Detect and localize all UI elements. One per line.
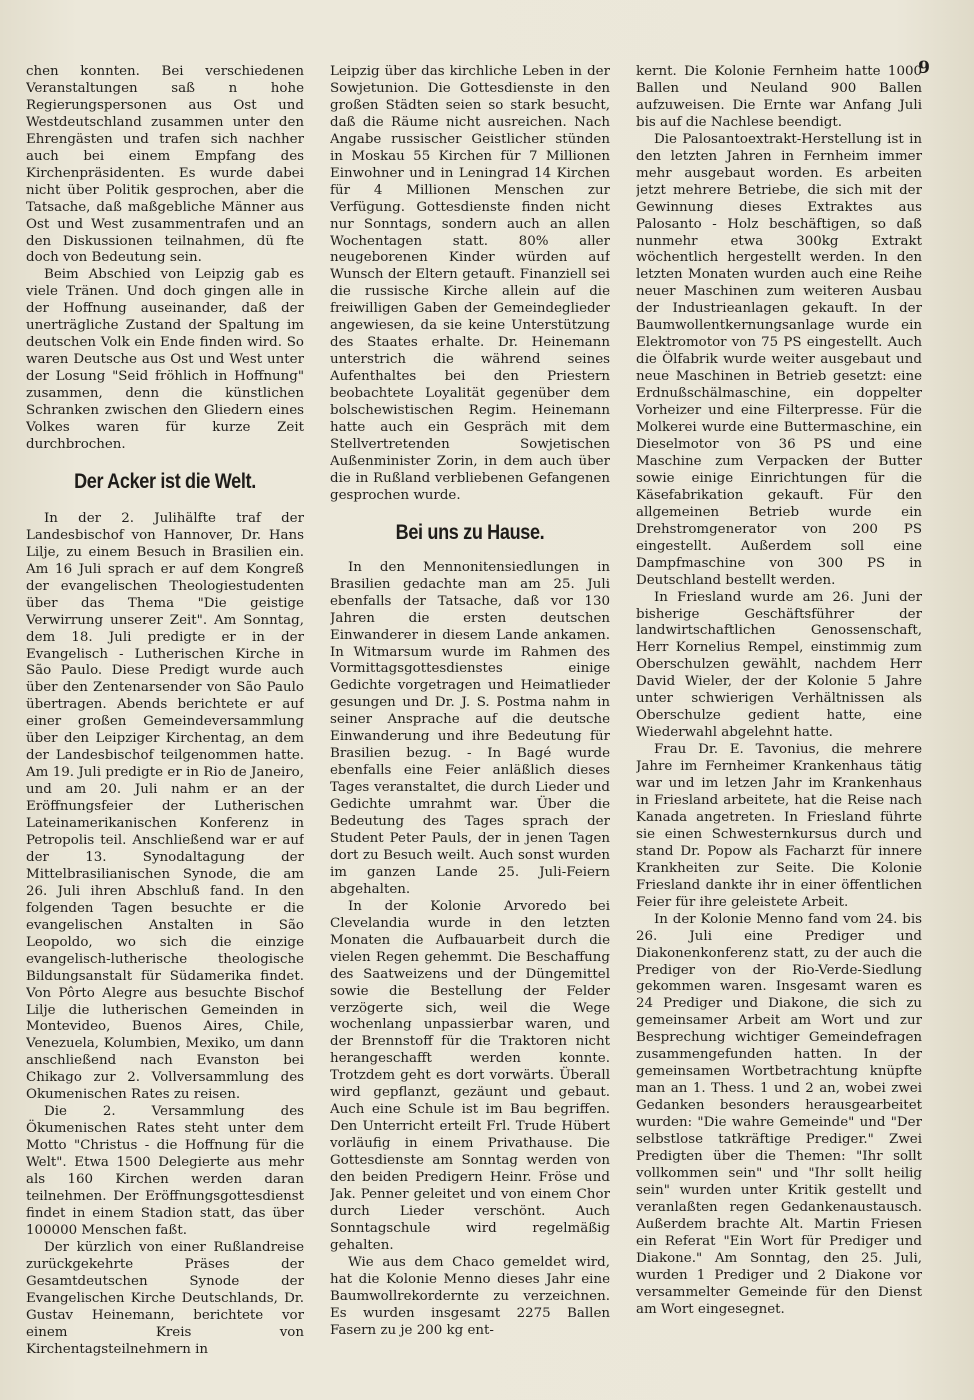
column-3-paragraph: In Friesland wurde am 26. Juni der bisherige Geschäftsführer der landwirtschaftlichen Genossenschaft, Herr Kornelius Rempel, einstimmig zum Oberschulzen gewählt, nachdem Herr David Wieler, der der Kolonie 5 Jahre unter schwierigen Verhältnissen als Oberschulze gedient hatte, eine Wiederwahl abgelehnt hatte. [636,589,922,741]
column-3-paragraph: Die Palosantoextrakt-Herstellung ist in den letzten Jahren in Fernheim immer mehr ausgebaut worden. Es arbeiten jetzt mehrere Betriebe, die sich mit der Gewinnung dieses Extraktes aus Palosanto - Holz beschäftigen, so daß nunmehr etwa 300kg Extrakt wöchentlich hergestellt werden. In den letzten Monaten wurden auch eine Reihe neuer Maschinen zum weiteren Ausbau der Industrieanlagen gekauft. In der Baumwollentkernungsanlage wurde ein Elektromotor von 75 PS eingestellt. Auch die Ölfabrik wurde weiter ausgebaut und neue Maschinen in Betrieb gesetzt: eine Erdnußschälmaschine, ein doppelter Vorheizer und eine Filterpresse. Für die Molkerei wurde eine Buttermaschine, ein Dieselmotor von 36 PS und eine Maschine zum Verpacken der Butter sowie einige Einrichtungen für die Käsefabrikation gekauft. Für den allgemeinen Betrieb wurde ein Drehstromgenerator von 200 PS eingestellt. Außerdem soll eine Dampfmaschine von 300 PS in Deutschland bestellt werden. [636,131,922,588]
column-2-paragraph: In der Kolonie Arvoredo bei Clevelandia wurde in den letzten Monaten die Aufbauarbeit durch die vielen Regen gehemmt. Die Beschaffung des Saatweizens und der Düngemittel sowie die Bestellung der Felder verzögerte sich, weil die Wege wochenlang unpassierbar waren, und der Brennstoff für die Traktoren nicht herangeschafft werden konnte. Trotzdem geht es dort vorwärts. Überall wird gepflanzt, gezäunt und gebaut. Auch eine Schule ist im Bau begriffen. Den Unterricht erteilt Frl. Trude Hübert vorläufig in einem Privathause. Die Gottesdienste am Sonntag werden von den beiden Predigern Heinr. Fröse und Jak. Penner geleitet und von einem Chor durch Lieder verschönt. Auch Sonntagschule wird regelmäßig gehalten. [330,898,610,1253]
article-heading-zu-hause: Bei uns zu Hause. [395,520,545,544]
article-heading-acker: Der Acker ist die Welt. [74,469,256,493]
column-2-paragraph: In den Mennonitensiedlungen in Brasilien gedachte man am 25. Juli ebenfalls der Tatsache, daß vor 130 Jahren die ersten deutschen Einwanderer in diesem Lande ankamen. In Witmarsum wurde im Rahmen des Vormittagsgottesdienstes einige Gedichte vorgetragen und Heimatlieder gesungen und Dr. J. S. Postma nahm in seiner Ansprache auf die deutsche Einwanderung und ihre Bedeutung für Brasilien bezug. - In Bagé wurde ebenfalls eine Feier anläßlich dieses Tages veranstaltet, die durch Lieder und Gedichte umrahmt war. Über die Bedeutung des Tages sprach der Student Peter Pauls, der in jenen Tagen dort zu Besuch weilt. Auch sonst wurden im ganzen Lande 25. Juli-Feiern abgehalten. [330,559,610,897]
column-3-paragraph: Frau Dr. E. Tavonius, die mehrere Jahre im Fernheimer Krankenhaus tätig war und im letzen Jahr im Krankenhaus in Friesland arbeitete, hat die Reise nach Kanada angetreten. In Friesland führte sie einen Schwesternkursus durch und stand Dr. Popow als Facharzt für innere Krankheiten zur Seite. Die Kolonie Friesland dankte ihr in einer öffentlichen Feier für ihre geleistete Arbeit. [636,742,922,910]
column-1-paragraph: In der 2. Julihälfte traf der Landesbischof von Hannover, Dr. Hans Lilje, zu einem Besuch in Brasilien ein. Am 16 Juli sprach er auf dem Kongreß der evangelischen Theologiestudenten über das Thema "Die geistige Verwirrung unserer Zeit". Am Sonntag, dem 18. Juli predigte er in der Evangelisch - Lutherischen Kirche in São Paulo. Diese Predigt wurde auch über den Zentenarsender von São Paulo übertragen. Abends berichtete er auf einer großen Gemeindeversammlung über den Leipziger Kirchentag, an dem der Landesbischof teilgenommen hatte. Am 19. Juli predigte er in Rio de Janeiro, und am 20. Juli nahm er an der Eröffnungsfeier der Lutherischen Lateinamerikanischen Konferenz in Petropolis teil. Anschließend war er auf der 13. Synodaltagung der Mittelbrasilianischen Synode, die am 26. Juli ihren Abschluß fand. In den folgenden Tagen besuchte er die evangelischen Anstalten in São Leopoldo, wo sich die einzige evangelisch-lutherische theologische Bildungsanstalt für Südamerika findet. Von Pôrto Alegre aus besuchte Bischof Lilje die lutherischen Gemeinden in Montevideo, Buenos Aires, Chile, Venezuela, Kolumbien, Mexiko, um dann anschließend nach Evanston bei Chikago zur 2. Vollversammlung des Okumenischen Rates zu reisen. [26,510,304,1103]
column-1-paragraph: chen konnten. Bei verschiedenen Veranstaltungen saß n hohe Regierungspersonen aus Ost und Westdeutschland zusammen unter den Ehrengästen und trafen sich nachher auch bei einem Empfang des Kirchenpräsidenten. Es wurde dabei nicht über Politik gesprochen, aber die Tatsache, daß maßgebliche Männer aus Ost und West zusammentrafen und an den Diskussionen teilnahmen, dü fte doch von Bedeutung sein. [26,64,304,266]
column-3-paragraph: kernt. Die Kolonie Fernheim hatte 1000 Ballen und Neuland 900 Ballen aufzuweisen. Die Ernte war Anfang Juli bis auf die Nachlese beendigt. [636,64,922,130]
column-1 [26,64,304,1374]
column-3 [636,64,922,1374]
column-1-paragraph: Die 2. Versammlung des Ökumenischen Rates steht unter dem Motto "Christus - die Hoffnung für die Welt". Etwa 1500 Delegierte aus mehr als 160 Kirchen werden daran teilnehmen. Der Eröffnungsgottesdienst findet in einem Stadion statt, das über 100000 Menschen faßt. [26,1104,304,1238]
column-1-paragraph: Beim Abschied von Leipzig gab es viele Tränen. Und doch gingen alle in der Hoffnung auseinander, daß der unerträgliche Zustand der Spaltung im deutschen Volk ein Ende finden wird. So waren Deutsche aus Ost und West unter der Losung "Seid fröhlich in Hoffnung" zusammen, denn die künstlichen Schranken zwischen den Gliedern eines Volkes waren für kurze Zeit durchbrochen. [26,267,304,452]
page-number: 9 [918,58,930,78]
column-3-paragraph: In der Kolonie Menno fand vom 24. bis 26. Juli eine Prediger und Diakonenkonferenz statt, zu der auch die Prediger von der Rio-Verde-Siedlung gekommen waren. Insgesamt waren es 24 Prediger und Diakone, die sich zu gemeinsamer Arbeit am Wort und zur Besprechung wichtiger Gemeindefragen zusammengefunden hatten. In der gemeinsamen Wortbetrachtung knüpfte man an 1. Thess. 1 und 2 an, wobei zwei Gedanken besonders herausgearbeitet wurden: "Die wahre Gemeinde" und "Der selbstlose tatkräftige Prediger." Zwei Predigten über die Themen: "Ihr sollt vollkommen sein" und "Ihr sollt heilig sein" wurden unter Kritik gestellt und veranlaßten regen Gedankenaustausch. Außerdem brachte Alt. Martin Friesen ein Referat "Ein Wort für Prediger und Diakone." Am Sonntag, den 25. Juli, wurden 1 Prediger und 2 Diakone vor versammelter Gemeinde für den Dienst am Wort eingesegnet. [636,911,922,1317]
column-2 [330,64,610,1374]
column-2-paragraph: Leipzig über das kirchliche Leben in der Sowjetunion. Die Gottesdienste in den großen Städten seien so stark besucht, daß die Räume nicht ausreichen. Nach Angabe russischer Geistlicher stünden in Moskau 55 Kirchen für 7 Millionen Einwohner und in Leningrad 14 Kirchen für 4 Millionen Menschen zur Verfügung. Gottesdienste finden nicht nur Sonntags, sondern auch an allen Wochentagen statt. 80% aller neugeborenen Kinder würden auf Wunsch der Eltern getauft. Finanziell sei die russische Kirche allein auf die freiwilligen Gaben der Gemeindeglieder angewiesen, da sie keine Unterstützung des Staates erhalte. Dr. Heinemann unterstrich die während seines Aufenthaltes bei den Priestern beobachtete Loyalität gegenüber dem bolschewistischen Regim. Heinemann hatte auch ein Gespräch mit dem Stellvertretenden Sowjetischen Außenminister Zorin, in dem auch über die in Rußland verbliebenen Gefangenen gesprochen wurde. [330,64,610,503]
column-1-paragraph: Der kürzlich von einer Rußlandreise zurückgekehrte Präses der Gesamtdeutschen Synode der Evangelischen Kirche Deutschlands, Dr. Gustav Heinemann, berichtete vor einem Kreis von Kirchentagsteilnehmern in [26,1239,304,1357]
column-2-paragraph: Wie aus dem Chaco gemeldet wird, hat die Kolonie Menno dieses Jahr eine Baumwollrekordernte zu verzeichnen. Es wurden insgesamt 2275 Ballen Fasern zu je 200 kg ent- [330,1254,610,1338]
